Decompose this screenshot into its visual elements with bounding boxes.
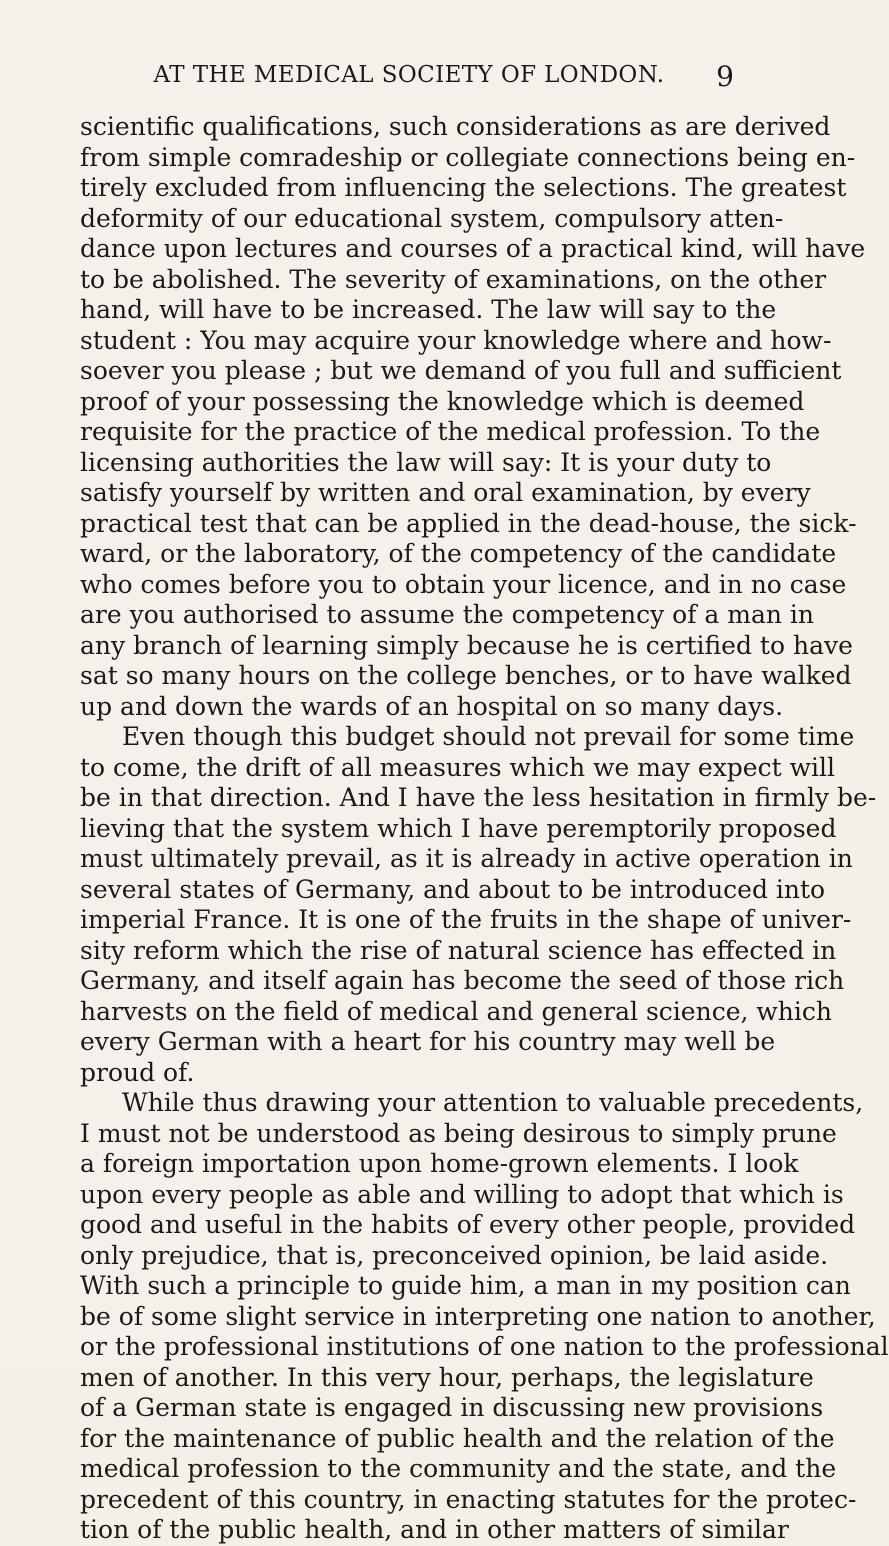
text-line: up and down the wards of an hospital on so many days. xyxy=(80,691,784,721)
text-line: any branch of learning simply because he is certified to have xyxy=(80,630,853,660)
text-line: practical test that can be applied in the dead-house, the sick- xyxy=(80,508,857,538)
text-line: or the professional institutions of one nation to the professional xyxy=(80,1332,889,1361)
text-line: licensing authorities the law will say: It is your duty to xyxy=(80,447,772,477)
text-line: upon every people as able and willing to adopt that which is xyxy=(80,1179,844,1209)
text-line: must ultimately prevail, as it is already in active operation in xyxy=(80,844,853,873)
text-line: only prejudice, that is, preconceived opinion, be laid aside. xyxy=(80,1240,829,1270)
text-line: sat so many hours on the college benches, or to have walked xyxy=(80,661,852,690)
text-line: medical profession to the community and the state, and the xyxy=(80,1454,837,1483)
text-line: student : You may acquire your knowledge where and how- xyxy=(80,325,832,355)
text-line: be of some slight service in interpreting one nation to another, xyxy=(80,1301,876,1331)
text-line: to be abolished. The severity of examinations, on the other xyxy=(80,264,827,294)
text-line: are you authorised to assume the competency of a man in xyxy=(80,600,815,629)
text-line: With such a principle to guide him, a man in my position can xyxy=(80,1271,851,1300)
text-line: tion of the public health, and in other matters of similar xyxy=(80,1515,789,1544)
body-text xyxy=(80,112,889,1546)
text-line: every German with a heart for his country may well be xyxy=(80,1027,776,1056)
text-line: a foreign importation upon home-grown elements. I look xyxy=(80,1149,799,1178)
paragraph-start-line: Even though this budget should not prevail for some time xyxy=(122,722,855,751)
text-line: several states of Germany, and about to be introduced into xyxy=(80,874,826,904)
text-line: proud of. xyxy=(80,1057,195,1087)
text-line: requisite for the practice of the medical profession. To the xyxy=(80,417,821,446)
text-line: scientific qualifications, such considerations as are derived xyxy=(80,112,831,141)
text-line: deformity of our educational system, compulsory atten- xyxy=(80,203,784,233)
text-line: I must not be understood as being desirous to simply prune xyxy=(80,1118,837,1148)
text-line: men of another. In this very hour, perhaps, the legislature xyxy=(80,1362,814,1392)
text-line: sity reform which the rise of natural science has effected in xyxy=(80,935,837,965)
text-line: who comes before you to obtain your licence, and in no case xyxy=(80,569,847,599)
text-line: harvests on the field of medical and general science, which xyxy=(80,996,832,1026)
text-line: satisfy yourself by written and oral examination, by every xyxy=(80,478,811,507)
text-line: for the maintenance of public health and the relation of the xyxy=(80,1423,835,1453)
text-line: hand, will have to be increased. The law will say to the xyxy=(80,295,777,324)
text-line: be in that direction. And I have the less hesitation in firmly be- xyxy=(80,783,877,812)
text-line: precedent of this country, in enacting statutes for the protec- xyxy=(80,1484,857,1514)
text-line: imperial France. It is one of the fruits in the shape of univer- xyxy=(80,905,852,934)
running-head: AT THE MEDICAL SOCIETY OF LONDON. xyxy=(153,62,665,88)
text-line: good and useful in the habits of every other people, provided xyxy=(80,1210,856,1239)
page-number: 9 xyxy=(716,60,734,93)
text-line: dance upon lectures and courses of a practical kind, will have xyxy=(80,234,866,263)
text-line: Germany, and itself again has become the seed of those rich xyxy=(80,966,845,995)
text-line: soever you please ; but we demand of you full and sufficient xyxy=(80,356,842,385)
text-line: ward, or the laboratory, of the competency of the candidate xyxy=(80,539,837,568)
page-header xyxy=(84,60,734,94)
text-line: lieving that the system which I have peremptorily proposed xyxy=(80,813,837,843)
text-line: proof of your possessing the knowledge which is deemed xyxy=(80,386,805,416)
text-line: tirely excluded from influencing the selections. The greatest xyxy=(80,173,847,202)
text-line: from simple comradeship or collegiate connections being en- xyxy=(80,142,856,172)
paragraph-start-line: While thus drawing your attention to valuable precedents, xyxy=(122,1088,864,1117)
text-line: to come, the drift of all measures which we may expect will xyxy=(80,752,835,782)
text-line: of a German state is engaged in discussing new provisions xyxy=(80,1393,824,1422)
